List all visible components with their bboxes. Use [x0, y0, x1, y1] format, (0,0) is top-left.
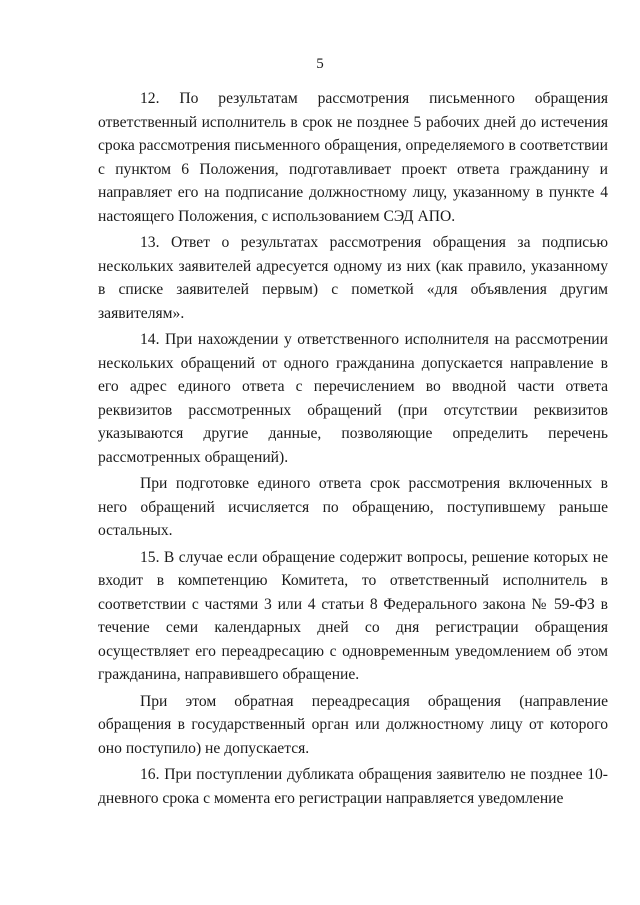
paragraph-14-continuation: При подготовке единого ответа срок рассмотрения включенных в него обращений исчисляется по обращению, поступившему раньше остальных.	[98, 475, 608, 539]
paragraph-15: 15. В случае если обращение содержит вопросы, решение которых не входит в компетенцию Комитета, то ответственный исполнитель в соответствии с частями 3 или 4 статьи 8 Федерального закона № 59-ФЗ в течение семи календарных дней со дня регистрации обращения осуществляет его переадресацию с одновременным уведомлением об этом гражданина, направившего обращение.	[98, 548, 608, 683]
page-number: 5	[316, 56, 324, 72]
paragraph-13: 13. Ответ о результатах рассмотрения обращения за подписью нескольких заявителей адресуется одному из них (как правило, указанному в списке заявителей первым) с пометкой «для объявления другим заявителям».	[98, 234, 608, 322]
paragraph-14: 14. При нахождении у ответственного исполнителя на рассмотрении нескольких обращений от одного гражданина допускается направление в его адрес единого ответа с перечислением во вводной части ответа реквизитов рассмотренных обращений (при отсутствии реквизитов указываются другие данные, позволяющие определить перечень рассмотренных обращений).	[98, 331, 608, 466]
document-body	[98, 87, 608, 810]
paragraph-16: 16. При поступлении дубликата обращения заявителю не позднее 10-дневного срока с момента его регистрации направляется уведомление	[98, 766, 608, 807]
paragraph-15-continuation: При этом обратная переадресация обращения (направление обращения в государственный орган или должностному лицу от которого оно поступило) не допускается.	[98, 692, 608, 757]
paragraph-12: 12. По результатам рассмотрения письменного обращения ответственный исполнитель в срок не позднее 5 рабочих дней до истечения срока рассмотрения письменного обращения, определяемого в соответствии с пунктом 6 Положения, подготавливает проект ответа гражданину и направляет его на подписание должностному лицу, указанному в пункте 4 настоящего Положения, с использованием СЭД АПО.	[98, 90, 608, 225]
